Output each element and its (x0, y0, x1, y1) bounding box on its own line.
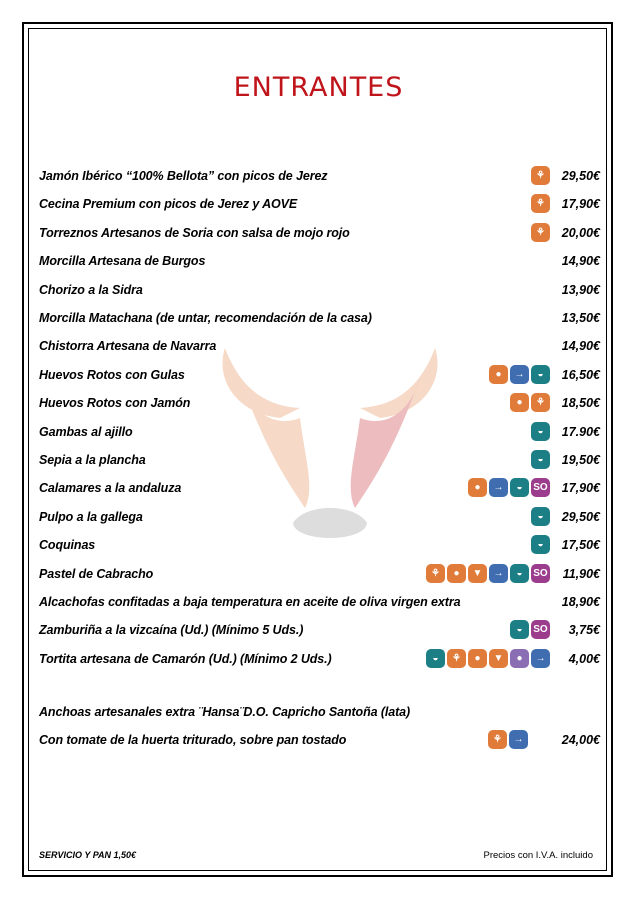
menu-item-price: 29,50€ (561, 169, 600, 183)
menu-item-price: 3,75€ (568, 623, 600, 638)
gluten-icon: ⚘ (488, 730, 507, 749)
anchoas-title-row (39, 702, 600, 724)
mollusc-icon: ◒ (510, 564, 529, 583)
allergen-icons (488, 730, 528, 750)
menu-item-name: Gambas al ajillo (39, 424, 133, 439)
menu-item-price: 11,90€ (562, 566, 600, 581)
allergen-icons (531, 166, 550, 186)
menu-item-price: 16,50€ (561, 367, 600, 382)
crustacean-icon: ◒ (426, 649, 445, 668)
menu-item-name: Coquinas (39, 538, 96, 553)
mollusc-icon: ◒ (510, 620, 529, 639)
menu-item (39, 592, 600, 614)
page-title: ENTRANTES (233, 72, 404, 103)
menu-item (39, 422, 600, 444)
menu-item (39, 166, 600, 188)
mollusc-icon: ◒ (510, 478, 529, 497)
menu-item-name: Alcachofas confitadas a baja temperatura en aceite de oliva virgen extra (39, 595, 461, 609)
egg-icon: ● (468, 478, 487, 497)
allergen-icons (531, 535, 550, 555)
menu-item-price: 17.90€ (561, 424, 600, 439)
menu-item (39, 507, 600, 529)
fish-icon: → (489, 478, 508, 497)
allergen-icons (531, 507, 550, 527)
menu-item (39, 365, 600, 387)
menu-item (39, 535, 600, 557)
menu-item-price: 19,50€ (561, 453, 600, 467)
menu-item-name: Morcilla Matachana (de untar, recomendación de la casa) (39, 311, 372, 325)
menu-item-price: 18,50€ (561, 396, 600, 411)
soy-icon: ● (510, 649, 529, 668)
menu-item-price: 29,50€ (561, 509, 600, 524)
fish-icon: → (489, 564, 508, 583)
menu-item-name: Chistorra Artesana de Navarra (39, 339, 217, 354)
allergen-icons (426, 649, 550, 669)
vat-note: Precios con I.V.A. incluido (483, 850, 593, 861)
menu-item-name: Pastel de Cabracho (39, 566, 154, 581)
menu-item-price: 18,90€ (561, 595, 600, 609)
mollusc-icon: ◒ (531, 450, 550, 469)
menu-item-price: 4,00€ (568, 651, 600, 666)
menu-item-name: Huevos Rotos con Jamón (39, 396, 191, 411)
menu-item (39, 649, 600, 671)
milk-icon: ▼ (468, 564, 487, 583)
allergen-icons (531, 450, 550, 470)
egg-icon: ● (510, 393, 529, 412)
fish-icon: → (510, 365, 529, 384)
menu-item (39, 478, 600, 500)
menu-item-name: Jamón Ibérico “100% Bellota” con picos de Jerez (39, 169, 328, 183)
menu-item (39, 564, 600, 586)
fish-icon: → (531, 649, 550, 668)
menu-item-name: Zamburiña a la vizcaína (Ud.) (Mínimo 5 Uds.) (39, 623, 304, 638)
anchoas-detail-row (39, 730, 600, 752)
menu-item-name: Huevos Rotos con Gulas (39, 367, 185, 382)
gluten-icon: ⚘ (531, 223, 550, 242)
fish-icon: → (509, 730, 528, 749)
gluten-icon: ⚘ (426, 564, 445, 583)
allergen-icons (531, 223, 550, 243)
menu-item-price: 14,90€ (561, 339, 600, 354)
menu-item-name: Sepia a la plancha (39, 453, 146, 467)
allergen-icons (510, 393, 550, 413)
menu-item (39, 336, 600, 358)
menu-item (39, 620, 600, 642)
allergen-icons (489, 365, 550, 385)
mollusc-icon: ◒ (531, 365, 550, 384)
milk-icon: ▼ (489, 649, 508, 668)
sulphite-icon: SO (531, 478, 550, 497)
menu-item (39, 223, 600, 245)
allergen-icons (426, 564, 550, 584)
sulphite-icon: SO (531, 564, 550, 583)
mollusc-icon: ◒ (531, 507, 550, 526)
menu-item-price: 20,00€ (561, 225, 600, 240)
menu-item-name: Pulpo a la gallega (39, 509, 143, 524)
menu-item-price: 13,50€ (561, 311, 600, 325)
egg-icon: ● (468, 649, 487, 668)
gluten-icon: ⚘ (531, 393, 550, 412)
sulphite-icon: SO (531, 620, 550, 639)
menu-item-price: 17,50€ (561, 538, 600, 553)
menu-item-name: Torreznos Artesanos de Soria con salsa de mojo rojo (39, 225, 350, 240)
menu-item-name: Morcilla Artesana de Burgos (39, 254, 206, 269)
menu-item-name: Cecina Premium con picos de Jerez y AOVE (39, 197, 298, 212)
anchoas-line-1: Anchoas artesanales extra ¨Hansa¨D.O. Capricho Santoña (lata) (39, 705, 411, 719)
menu-item-name: Calamares a la andaluza (39, 481, 182, 496)
gluten-icon: ⚘ (447, 649, 466, 668)
allergen-icons (510, 620, 550, 640)
menu-item-name: Chorizo a la Sidra (39, 282, 143, 297)
gluten-icon: ⚘ (531, 166, 550, 185)
anchoas-line-2: Con tomate de la huerta triturado, sobre pan tostado (39, 733, 347, 747)
allergen-icons (468, 478, 550, 498)
allergen-icons (531, 194, 550, 214)
menu-item-price: 17,90€ (561, 197, 600, 212)
crustacean-icon: ◒ (531, 422, 550, 441)
anchoas-price: 24,00€ (561, 733, 600, 747)
menu-item (39, 308, 600, 330)
egg-icon: ● (447, 564, 466, 583)
gluten-icon: ⚘ (531, 194, 550, 213)
menu-item-name: Tortita artesana de Camarón (Ud.) (Mínimo 2 Uds.) (39, 651, 332, 666)
egg-icon: ● (489, 365, 508, 384)
menu-item (39, 393, 600, 415)
menu-item-price: 14,90€ (561, 254, 600, 269)
mollusc-icon: ◒ (531, 535, 550, 554)
menu-item (39, 194, 600, 216)
menu-item (39, 280, 600, 302)
allergen-icons (531, 422, 550, 442)
menu-item-price: 17,90€ (561, 481, 600, 496)
service-note: SERVICIO Y PAN 1,50€ (39, 850, 137, 860)
menu-item (39, 450, 600, 472)
menu-item-price: 13,90€ (561, 282, 600, 297)
menu-item (39, 251, 600, 273)
